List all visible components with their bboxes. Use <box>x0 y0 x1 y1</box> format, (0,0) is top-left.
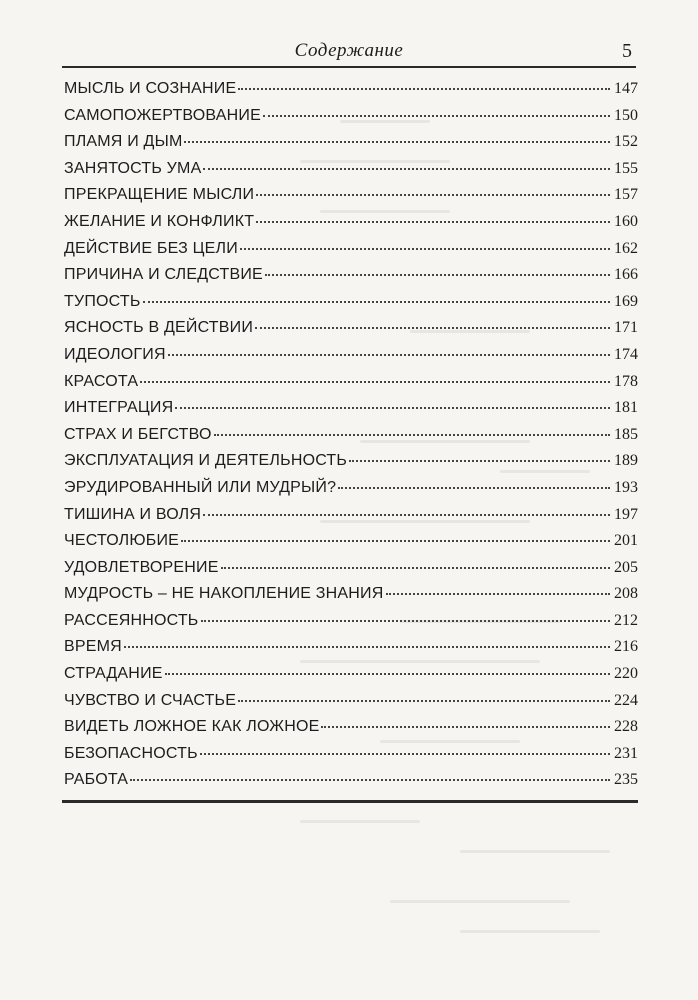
toc-entry <box>64 771 638 798</box>
page-number: 5 <box>622 40 632 62</box>
toc-entry <box>64 213 638 240</box>
toc-entry <box>64 107 638 134</box>
toc-entry-page: 205 <box>614 558 638 576</box>
toc-entry <box>64 373 638 400</box>
dot-leader <box>321 726 610 728</box>
toc-entry <box>64 399 638 426</box>
dot-leader <box>240 248 610 250</box>
dot-leader <box>221 567 610 569</box>
toc-entry <box>64 585 638 612</box>
toc-entry-title: ИДЕОЛОГИЯ <box>64 345 166 363</box>
dot-leader <box>200 753 610 755</box>
toc-entry-page: 231 <box>614 744 638 762</box>
toc-entry-title: ПРЕКРАЩЕНИЕ МЫСЛИ <box>64 186 255 204</box>
bottom-rule <box>62 800 638 803</box>
toc-entry-page: 178 <box>614 372 638 390</box>
toc-entry-title: ЗАНЯТОСТЬ УМА <box>64 159 202 177</box>
toc-entry-title: УДОВЛЕТВОРЕНИЕ <box>64 558 219 576</box>
toc-entry-title: СТРАДАНИЕ <box>64 665 163 683</box>
toc-entry <box>64 426 638 453</box>
toc-entry-title: СТРАХ И БЕГСТВО <box>64 425 212 443</box>
running-head <box>62 38 636 68</box>
dot-leader <box>140 381 610 383</box>
dot-leader <box>338 487 610 489</box>
toc-entry-title: ЭРУДИРОВАННЫЙ ИЛИ МУДРЫЙ? <box>64 478 337 496</box>
toc-entry-title: ЖЕЛАНИЕ И КОНФЛИКТ <box>64 212 255 230</box>
toc-entry-page: 160 <box>614 212 638 230</box>
toc-entry-page: 224 <box>614 691 638 709</box>
toc-entry <box>64 266 638 293</box>
toc-entry <box>64 80 638 107</box>
toc-entry-page: 220 <box>614 665 638 683</box>
toc-entry-title: ЭКСПЛУАТАЦИЯ И ДЕЯТЕЛЬНОСТЬ <box>64 452 348 470</box>
dot-leader <box>255 327 610 329</box>
toc-entry-page: 216 <box>614 638 638 656</box>
toc-entry-title: ИНТЕГРАЦИЯ <box>64 399 174 417</box>
dot-leader <box>214 434 610 436</box>
dot-leader <box>130 779 610 781</box>
toc-entry-title: ВИДЕТЬ ЛОЖНОЕ КАК ЛОЖНОЕ <box>64 718 320 736</box>
toc-entry <box>64 452 638 479</box>
toc-entry-page: 201 <box>614 532 638 550</box>
dot-leader <box>256 221 610 223</box>
toc-entry-title: КРАСОТА <box>64 372 139 390</box>
toc-entry <box>64 506 638 533</box>
toc-entry-page: 197 <box>614 505 638 523</box>
toc-entry-page: 189 <box>614 452 638 470</box>
toc-entry <box>64 692 638 719</box>
toc-entry <box>64 665 638 692</box>
toc-entry <box>64 559 638 586</box>
toc-entry <box>64 319 638 346</box>
toc-entry-title: ТУПОСТЬ <box>64 292 141 310</box>
toc-entry <box>64 532 638 559</box>
toc-entry <box>64 346 638 373</box>
dot-leader <box>124 646 610 648</box>
toc-entry-page: 181 <box>614 399 638 417</box>
toc-entry <box>64 718 638 745</box>
toc-entry <box>64 186 638 213</box>
toc-entry-title: ТИШИНА И ВОЛЯ <box>64 505 202 523</box>
toc-entry-page: 208 <box>614 585 638 603</box>
toc-entry-title: РАБОТА <box>64 771 129 789</box>
toc-entry <box>64 745 638 772</box>
toc-entry-page: 185 <box>614 425 638 443</box>
toc-entry-title: САМОПОЖЕРТВОВАНИЕ <box>64 106 261 124</box>
dot-leader <box>165 673 610 675</box>
toc-entry-title: БЕЗОПАСНОСТЬ <box>64 744 198 762</box>
toc-entry-page: 147 <box>614 80 638 97</box>
dot-leader <box>386 593 611 595</box>
dot-leader <box>349 460 610 462</box>
toc-entry-title: ЧУВСТВО И СЧАСТЬЕ <box>64 691 237 709</box>
toc-entry <box>64 133 638 160</box>
toc-entry <box>64 293 638 320</box>
toc-entry-title: МУДРОСТЬ – НЕ НАКОПЛЕНИЕ ЗНАНИЯ <box>64 585 384 603</box>
toc-entry-page: 228 <box>614 718 638 736</box>
toc-entry <box>64 240 638 267</box>
section-title: Содержание <box>294 40 404 61</box>
toc-entry <box>64 638 638 665</box>
dot-leader <box>203 514 610 516</box>
dot-leader <box>238 88 610 90</box>
dot-leader <box>181 540 610 542</box>
dot-leader <box>265 274 610 276</box>
toc-entry-page: 171 <box>614 319 638 337</box>
toc-entry-title: ПРИЧИНА И СЛЕДСТВИЕ <box>64 266 263 284</box>
toc-entry-page: 169 <box>614 292 638 310</box>
toc-entry <box>64 479 638 506</box>
table-of-contents <box>64 80 638 798</box>
toc-entry-page: 235 <box>614 771 638 789</box>
toc-entry-page: 212 <box>614 611 638 629</box>
dot-leader <box>238 700 610 702</box>
dot-leader <box>184 141 610 143</box>
toc-entry-page: 193 <box>614 478 638 496</box>
toc-entry <box>64 160 638 187</box>
toc-entry-title: ЯСНОСТЬ В ДЕЙСТВИИ <box>64 319 254 337</box>
dot-leader <box>175 407 610 409</box>
toc-entry-page: 155 <box>614 159 638 177</box>
dot-leader <box>256 194 610 196</box>
dot-leader <box>168 354 610 356</box>
toc-entry-page: 152 <box>614 133 638 151</box>
dot-leader <box>203 168 610 170</box>
toc-entry-page: 150 <box>614 106 638 124</box>
toc-entry-title: МЫСЛЬ И СОЗНАНИЕ <box>64 80 237 97</box>
toc-entry-page: 157 <box>614 186 638 204</box>
toc-entry-title: РАССЕЯННОСТЬ <box>64 611 199 629</box>
toc-entry-title: ЧЕСТОЛЮБИЕ <box>64 532 180 550</box>
dot-leader <box>143 301 610 303</box>
dot-leader <box>263 115 610 117</box>
toc-entry-title: ВРЕМЯ <box>64 638 122 656</box>
toc-entry-page: 162 <box>614 239 638 257</box>
toc-entry-title: ДЕЙСТВИЕ БЕЗ ЦЕЛИ <box>64 239 238 257</box>
dot-leader <box>201 620 610 622</box>
toc-entry-page: 166 <box>614 266 638 284</box>
toc-entry <box>64 612 638 639</box>
toc-entry-title: ПЛАМЯ И ДЫМ <box>64 133 183 151</box>
toc-entry-page: 174 <box>614 345 638 363</box>
